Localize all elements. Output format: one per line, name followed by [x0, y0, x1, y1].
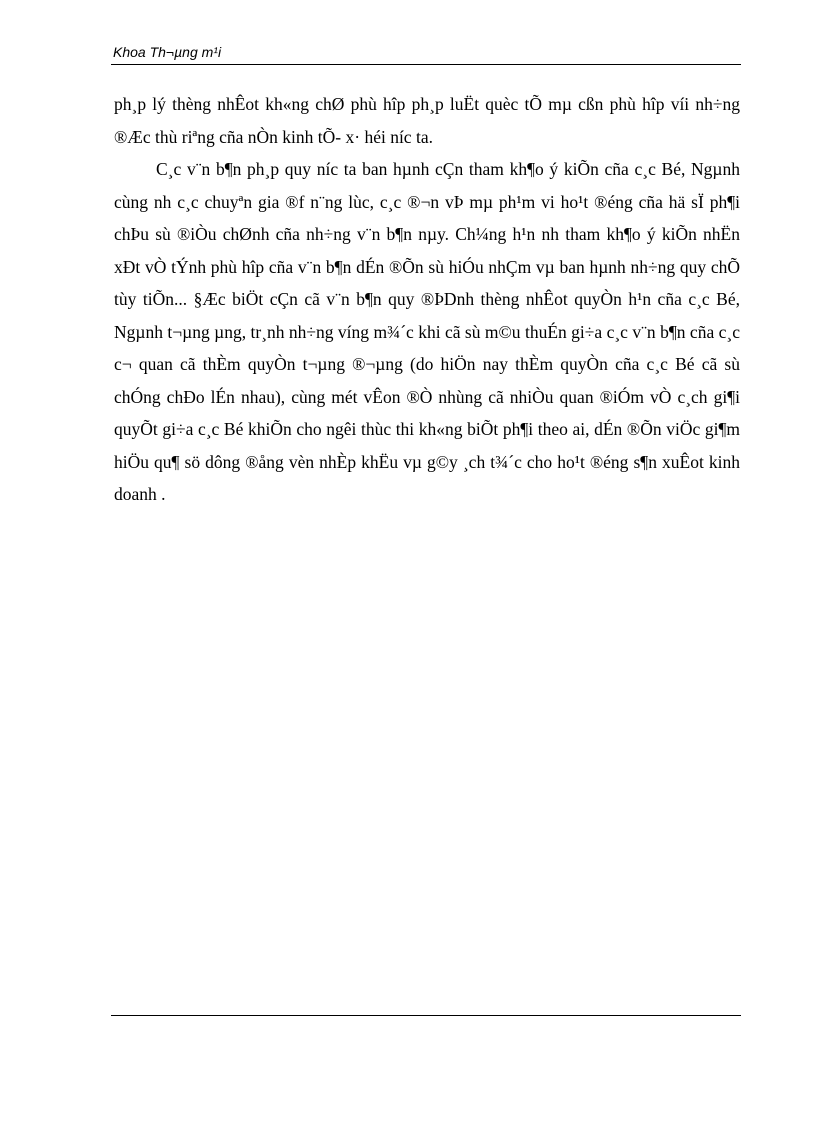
- footer-divider: [111, 1015, 741, 1016]
- running-header: [113, 43, 741, 61]
- header-title: Khoa Th¬µng m¹i: [113, 44, 222, 60]
- header-divider: [111, 64, 741, 65]
- paragraph: ph¸p lý thèng nhÊot kh«ng chØ phù hîp ph¸p luËt quèc tÕ mµ cßn phù hîp víi nh÷ng ®Æc thù riªng cña nÒn kinh tÕ- x· héi níc ta.: [114, 94, 740, 147]
- page-body: [114, 88, 740, 511]
- paragraph: C¸c v¨n b¶n ph¸p quy níc ta ban hµnh cÇn tham kh¶o ý kiÕn cña c¸c Bé, Ngµnh cùng nh c¸c chuyªn gia ®f n¨ng lùc, c¸c ®¬n vÞ mµ ph¹m vi ho¹t ®éng cña hä sÏ ph¶i chÞu sù ®iÒu chØnh cña nh÷ng v¨n b¶n nµy. Ch¼ng h¹n nh tham kh¶o ý kiÕn nhËn xÐt vÒ tÝnh phù hîp cña v¨n b¶n dÉn ®Õn sù hiÓu nhÇm vµ ban hµnh nh÷ng quy chÕ tùy tiÕn... §Æc biÖt cÇn cã v¨n b¶n quy ®ÞDnh thèng nhÊot quyÒn h¹n cña c¸c Bé, Ngµnh t¬µng µng, tr¸nh nh÷ng víng m¾´c khi cã sù m©u thuÉn gi÷a c¸c v¨n b¶n cña c¸c c¬ quan cã thÈm quyÒn t¬µng ®¬µng (do hiÖn nay thÈm quyÒn cña c¸c Bé cã sù chÓng chÐo lÉn nhau), cùng mét vÊon ®Ò nhùng cã nhiÒu quan ®iÓm vÒ c¸ch gi¶i quyÕt gi÷a c¸c Bé khiÕn cho ngêi thùc thi kh«ng biÕt ph¶i theo ai, dÉn ®Õn viÖc gi¶m hiÖu qu¶ sö dông ®ång vèn nhÈp khËu vµ g©y ¸ch t¾´c cho ho¹t ®éng s¶n xuÊot kinh doanh .: [114, 159, 740, 504]
